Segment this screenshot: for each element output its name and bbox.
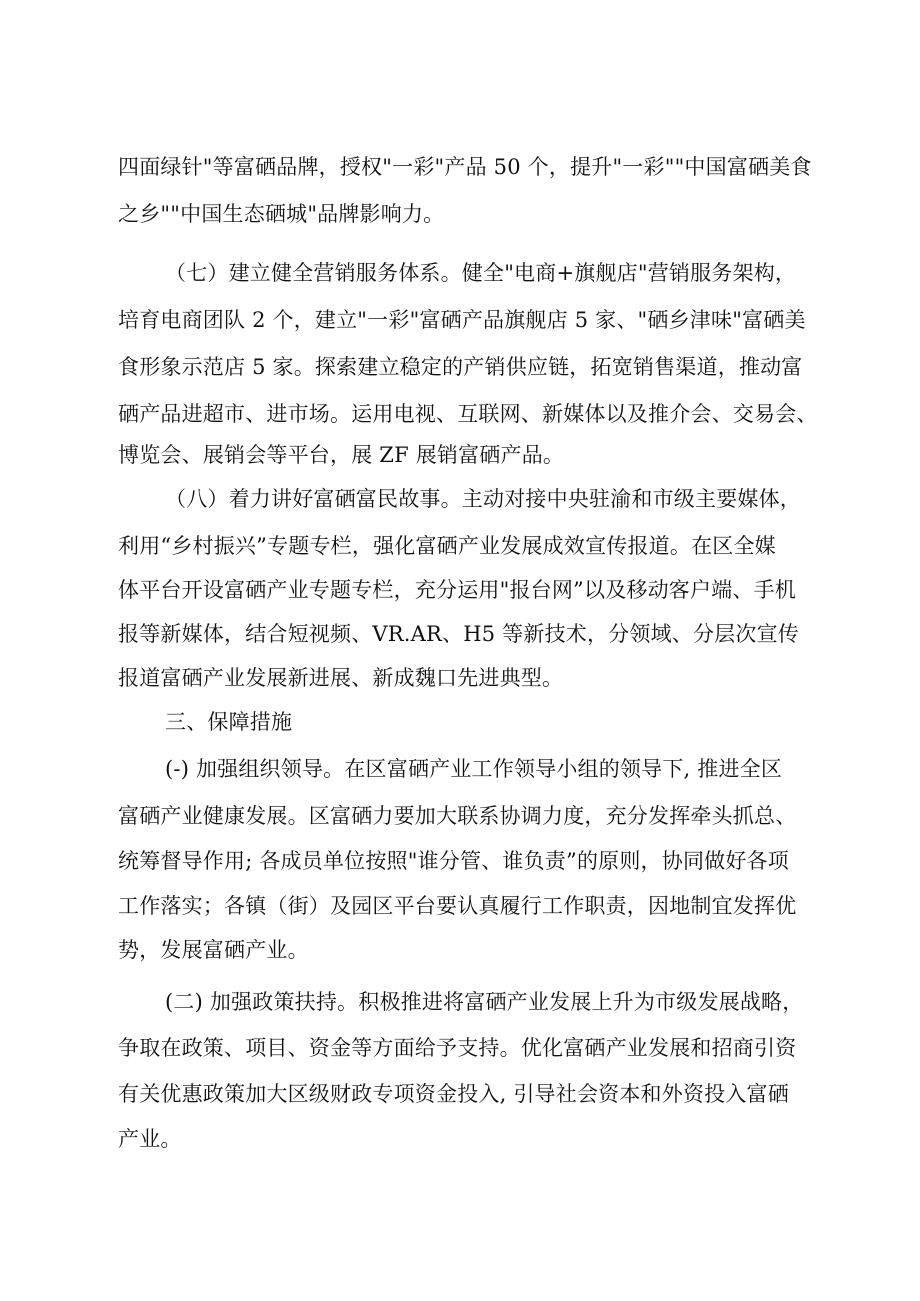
text-line: 统筹督导作用; 各成员单位按照"谁分管、谁负责”的原则，协同做好各项 [118, 849, 789, 873]
text-line: 四面绿针"等富硒品牌，授权"一彩"产品 50 个，提升"一彩""中国富硒美食 [118, 155, 812, 179]
text-line: 产业。 [118, 1127, 182, 1151]
text-line: 报等新媒体，结合短视频、VR.AR、H5 等新技术，分领域、分层次宣传 [118, 622, 799, 646]
text-line: 培育电商团队 2 个，建立"一彩"富硒产品旗舰店 5 家、"硒乡津味"富硒美 [118, 308, 806, 332]
text-line: 之乡""中国生态硒城"品牌影响力。 [118, 202, 445, 226]
text-line: 富硒产业健康发展。区富硒力要加大联系协调力度，充分发挥牵头抓总、 [118, 804, 797, 828]
text-line: 工作落实；各镇（街）及园区平台要认真履行工作职责，因地制宜发挥优 [118, 894, 797, 918]
text-line: 势，发展富硒产业。 [118, 938, 309, 962]
paragraph-two-heading: (二) 加强政策扶持。积极推进将富硒产业发展上升为市级发展战略， [165, 990, 804, 1014]
paragraph-one-heading: (-) 加强组织领导。在区富硒产业工作领导小组的领导下, 推进全区 [165, 757, 783, 781]
text-line: 争取在政策、项目、资金等方面给予支持。优化富硒产业发展和招商引资 [118, 1036, 797, 1060]
text-line: 有关优惠政策加大区级财政专项资金投入, 引导社会资本和外资投入富硒 [118, 1082, 789, 1106]
text-line: 食形象示范店 5 家。探索建立稳定的产销供应链，拓宽销售渠道，推动富 [118, 355, 803, 379]
text-line: 硒产品进超市、进市场。运用电视、互联网、新媒体以及推介会、交易会、 [118, 402, 818, 426]
text-line: 报道富硒产业发展新进展、新成魏口先进典型。 [118, 666, 564, 690]
text-line: 博览会、展销会等平台，展 ZF 展销富硒产品。 [118, 443, 565, 467]
text-line: 体平台开设富硒产业专题专栏，充分运用"报台网”以及移动客户端、手机 [118, 578, 796, 602]
paragraph-eight-heading: （八）着力讲好富硒富民故事。主动对接中央驻渝和市级主要媒体， [165, 487, 801, 511]
section-heading-three: 三、保障措施 [165, 710, 293, 734]
paragraph-seven-heading: （七）建立健全营销服务体系。健全"电商+旗舰店"营销服务架构， [165, 261, 797, 285]
text-line: 利用“乡村振兴”专题专栏，强化富硒产业发展成效宣传报道。在区全媒 [118, 534, 776, 558]
